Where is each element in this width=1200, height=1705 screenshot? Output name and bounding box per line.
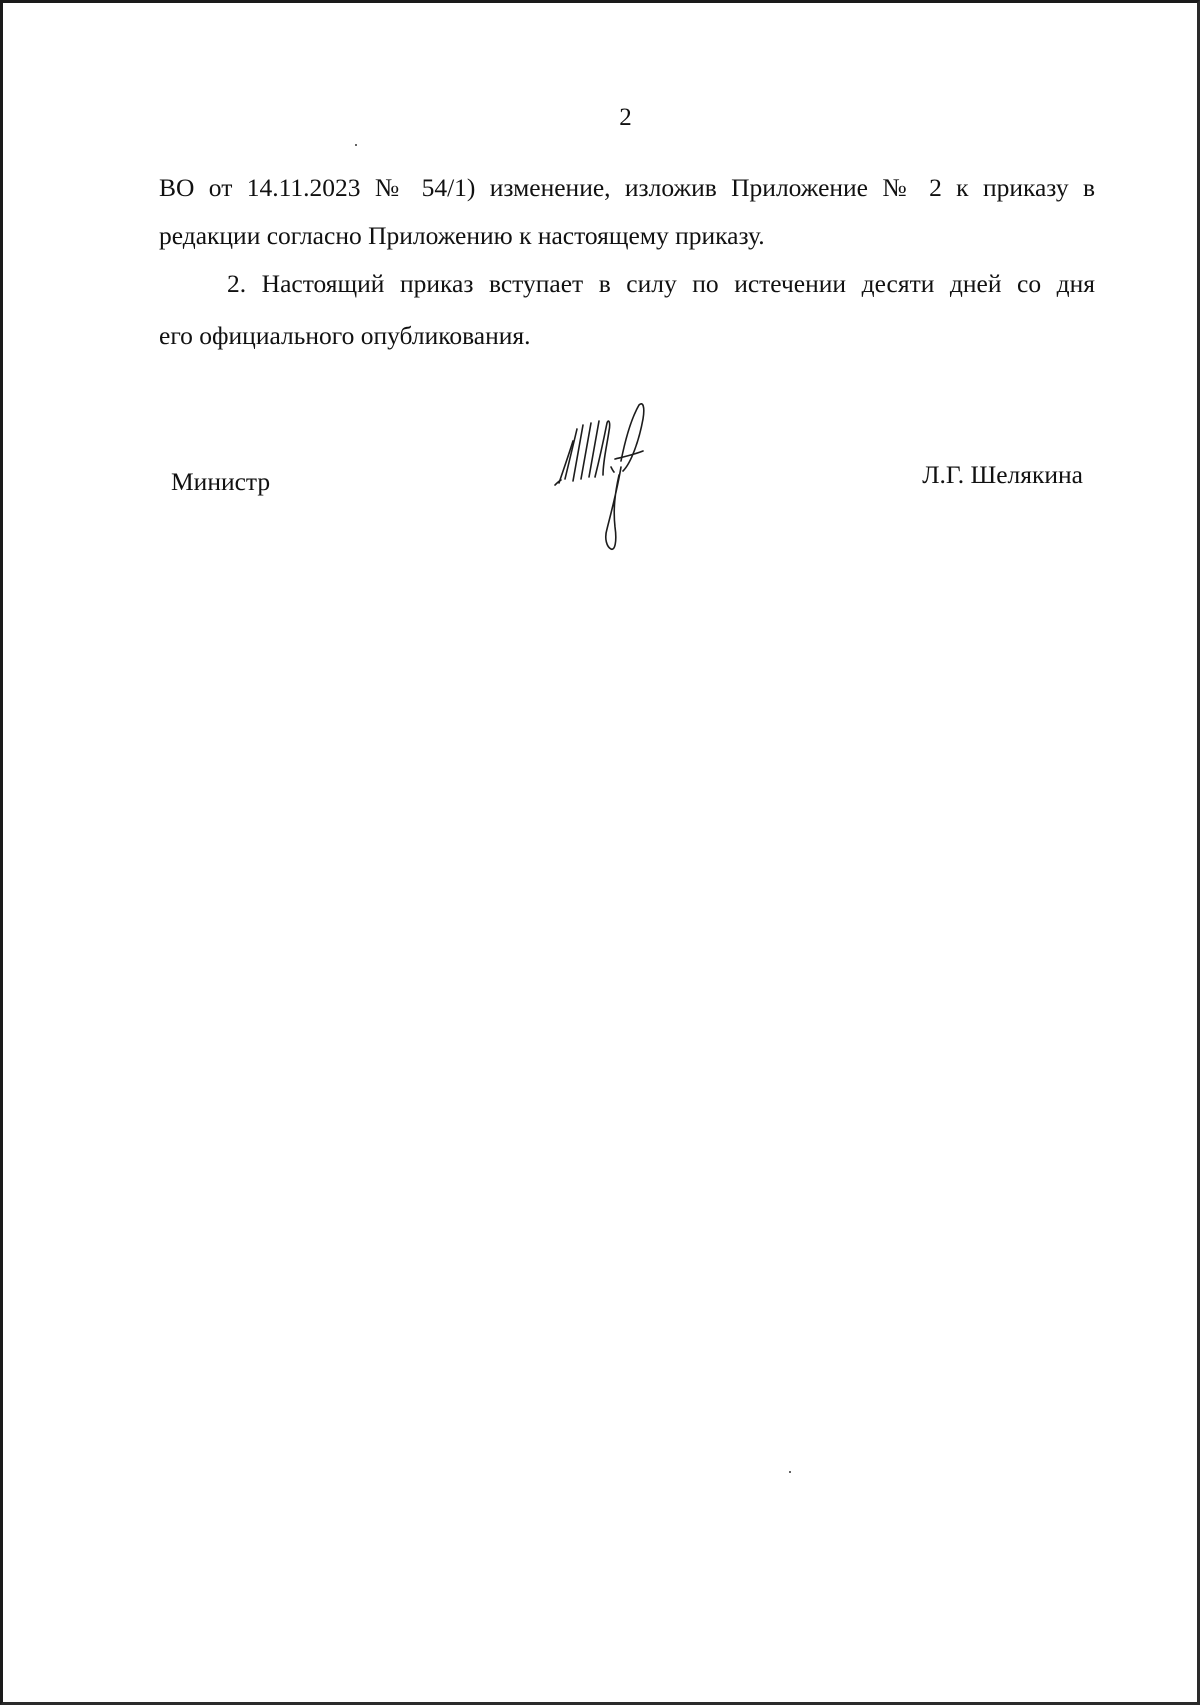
scan-speck: [789, 1471, 791, 1473]
paragraph-1-line-1: ВО от 14.11.2023 № 54/1) изменение, изложив Приложение № 2 к приказу в: [159, 173, 1095, 202]
signatory-name: Л.Г. Шелякина: [922, 460, 1083, 489]
paragraph-2-line-2: его официального опубликования.: [159, 321, 531, 350]
paragraph-2-line-1: 2. Настоящий приказ вступает в силу по истечении десяти дней со дня: [227, 269, 1095, 298]
signatory-title: Министр: [171, 467, 271, 496]
page-number: 2: [619, 104, 632, 131]
paragraph-1-line-2: редакции согласно Приложению к настоящему приказу.: [159, 221, 765, 250]
handwritten-signature: [551, 401, 671, 553]
scan-speck: [355, 144, 357, 146]
